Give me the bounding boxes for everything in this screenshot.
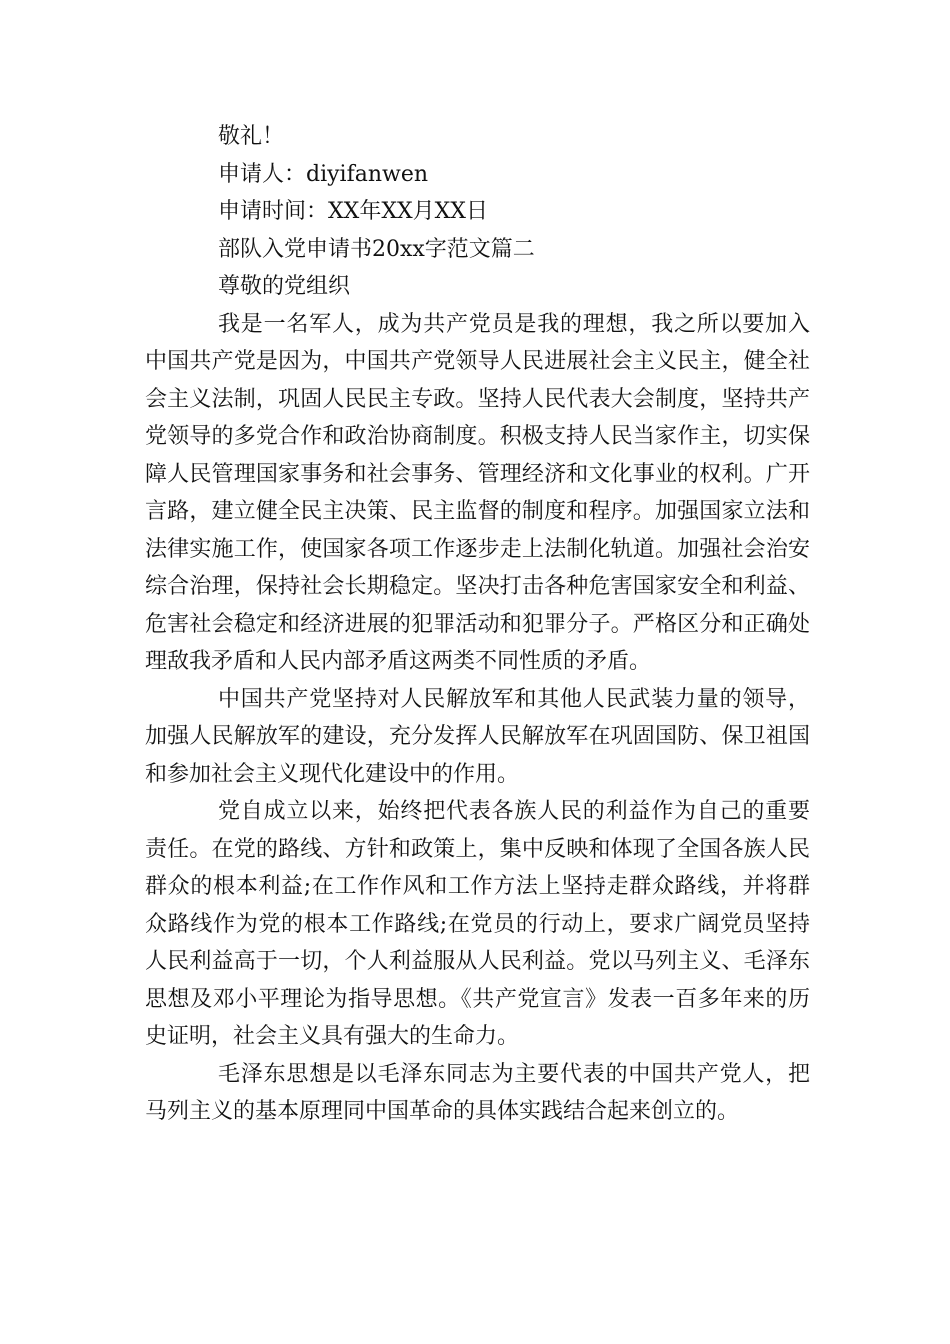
closing-line: 敬礼！ [218,124,285,149]
applicant-line: 申请人：diyifanwen [218,161,429,187]
paragraph-4: 毛泽东思想是以毛泽东同志为主要代表的中国共产党人，把马列主义的基本原理同中国革命的具体实践结合起来创立的。 [145,1061,810,1124]
section-title: 部队入党申请书20xx字范文篇二 [218,236,535,262]
salutation-line: 尊敬的党组织 [218,274,351,299]
paragraph-2: 中国共产党坚持对人民解放军和其他人民武装力量的领导，加强人民解放军的建设，充分发挥人民解放军在巩固国防、保卫祖国和参加社会主义现代化建设中的作用。 [145,686,810,787]
paragraph-1: 我是一名军人，成为共产党员是我的理想，我之所以要加入中国共产党是因为，中国共产党领导人民进展社会主义民主，健全社会主义法制，巩固人民民主专政。坚持人民代表大会制度，坚持共产党领导的多党合作和政治协商制度。积极支持人民当家作主，切实保障人民管理国家事务和社会事务、管理经济和文化事业的权利。广开言路，建立健全民主决策、民主监督的制度和程序。加强国家立法和法律实施工作，使国家各项工作逐步走上法制化轨道。加强社会治安综合治理，保持社会长期稳定。坚决打击各种危害国家安全和利益、危害社会稳定和经济进展的犯罪活动和犯罪分子。严格区分和正确处理敌我矛盾和人民内部矛盾这两类不同性质的矛盾。 [145,311,810,674]
document-body [145,118,810,1131]
paragraph-3: 党自成立以来，始终把代表各族人民的利益作为自己的重要责任。在党的路线、方针和政策上，集中反映和体现了全国各族人民群众的根本利益;在工作作风和工作方法上坚持走群众路线，并将群众路线作为党的根本工作路线;在党员的行动上，要求广阔党员坚持人民利益高于一切，个人利益服从人民利益。党以马列主义、毛泽东思想及邓小平理论为指导思想。《共产党宣言》发表一百多年来的历史证明，社会主义具有强大的生命力。 [145,799,810,1049]
date-line: 申请时间：XX年XX月XX日 [218,199,488,224]
